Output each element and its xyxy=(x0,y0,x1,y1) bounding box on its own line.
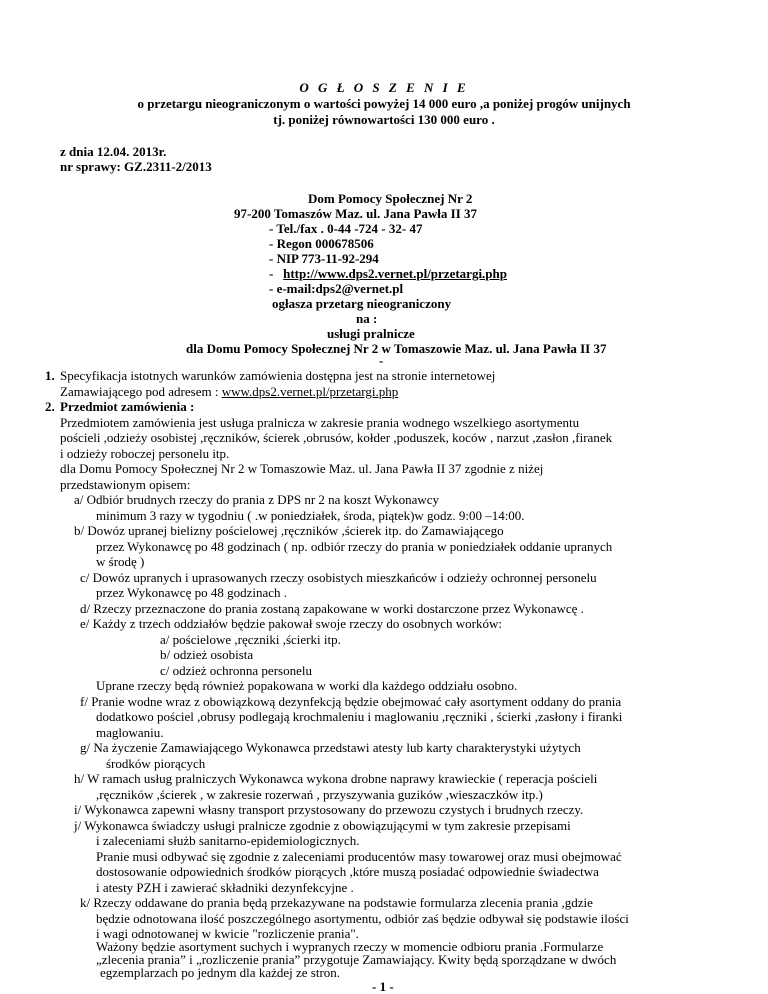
org-phone: - Tel./fax . 0-44 -724 - 32- 47 xyxy=(269,221,423,236)
s2-item-e: e/ Każdy z trzech oddziałów będzie pakował swoje rzeczy do osobnych worków: xyxy=(80,616,502,631)
na-label: na : xyxy=(356,311,378,326)
s2-line: i atesty PZH i zawierać składniki dezynfekcyjne . xyxy=(96,880,354,895)
section-1-line-1: Specyfikacja istotnych warunków zamówienia dostępna jest na stronie internetowej xyxy=(60,368,496,383)
s2-line: Ważony będzie asortyment suchych i wypranych rzeczy w momencie odbioru prania .Formularze xyxy=(96,939,604,954)
s2-line: Pranie musi odbywać się zgodnie z zaleceniami producentów masy towarowej oraz musi obejmować xyxy=(96,849,622,864)
s2-line: Przedmiotem zamówienia jest usługa pralnicza w zakresie prania wodnego wszelkiego asortymentu xyxy=(60,415,580,430)
s2-line: minimum 3 razy w tygodniu ( .w poniedziałek, środa, piątek)w godz. 9:00 –14:00. xyxy=(96,508,525,523)
s2-line: „zlecenia prania” i „rozliczenie prania” przygotuje Zamawiający. Kwity będą sporządzane w dwóch xyxy=(96,952,617,967)
dash-separator: - xyxy=(379,353,384,368)
org-email: - e-mail:dps2@vernet.pl xyxy=(269,281,404,296)
case-number: nr sprawy: GZ.2311-2/2013 xyxy=(60,159,212,174)
s2-line: ,ręczników ,ścierek , w zakresie rozerwań , przyszywania guzików ,wieszaczków itp.) xyxy=(96,787,543,802)
s2-line: przez Wykonawcę po 48 godzinach . xyxy=(96,585,288,600)
s2-line: dla Domu Pomocy Społecznej Nr 2 w Tomaszowie Maz. ul. Jana Pawła II 37 zgodnie z niżej xyxy=(60,461,544,476)
section-2-heading: Przedmiot zamówienia : xyxy=(60,399,195,414)
org-nip: - NIP 773-11-92-294 xyxy=(269,251,379,266)
org-regon: - Regon 000678506 xyxy=(269,236,374,251)
section-1-link[interactable]: www.dps2.vernet.pl/przetargi.php xyxy=(221,384,399,399)
s2-subitem: b/ odzież osobista xyxy=(160,647,254,662)
s2-line: Uprane rzeczy będą również popakowana w worki dla każdego oddziału osobno. xyxy=(96,678,518,693)
notice-subtitle-1: o przetargu nieograniczonym o wartości powyżej 14 000 euro ,a poniżej progów unijnych xyxy=(137,96,631,111)
s2-item-d: d/ Rzeczy przeznaczone do prania zostaną zapakowane w worki dostarczone przez Wykonawcę . xyxy=(80,601,584,616)
service-name: usługi pralnicze xyxy=(327,326,415,341)
announces-tender: ogłasza przetarg nieograniczony xyxy=(272,296,452,311)
s2-line: maglowaniu. xyxy=(96,725,164,740)
s2-line: przedstawionym opisem: xyxy=(60,477,191,492)
s2-line: i wagi odnotowanej w kwicie "rozliczenie prania". xyxy=(96,926,359,941)
s2-item-g: g/ Na życzenie Zamawiającego Wykonawca przedstawi atesty lub karty charakterystyki użytych xyxy=(80,740,581,755)
s2-line: środków piorących xyxy=(106,756,206,771)
section-1-line-2 xyxy=(60,384,398,399)
s2-subitem: c/ odzież ochronna personelu xyxy=(160,663,312,678)
s2-line: będzie odnotowana ilość poszczególnego asortymentu, odbiór zaś będzie odbywał się podstawie ilości xyxy=(96,911,629,926)
s2-line: i zaleceniami służb sanitarno-epidemiologicznych. xyxy=(96,833,360,848)
org-website-row xyxy=(269,266,507,281)
s2-line: egzemplarzach po jednym dla każdej ze stron. xyxy=(100,965,341,980)
notice-subtitle-2: tj. poniżej równowartości 130 000 euro . xyxy=(273,112,495,127)
service-for: dla Domu Pomocy Społecznej Nr 2 w Tomaszowie Maz. ul. Jana Pawła II 37 xyxy=(186,341,607,356)
s2-line: pościeli ,odzieży osobistej ,ręczników, ścierek ,obrusów, kołder ,poduszek, koców , narzut ,zasłon ,firanek xyxy=(60,430,613,445)
s2-subitem: a/ pościelowe ,ręczniki ,ścierki itp. xyxy=(160,632,341,647)
s2-line: dostosowanie odpowiednich środków piorących ,które muszą posiadać odpowiednie świadectwa xyxy=(96,864,599,879)
org-address: 97-200 Tomaszów Maz. ul. Jana Pawła II 37 xyxy=(234,206,478,221)
section-1-address-label: Zamawiającego pod adresem : xyxy=(60,384,222,399)
s2-item-k: k/ Rzeczy oddawane do prania będą przekazywane na podstawie formularza zlecenia prania ,gdzie xyxy=(80,895,593,910)
section-2-number: 2. xyxy=(45,399,55,414)
s2-line: i odzieży roboczej personelu itp. xyxy=(60,446,230,461)
s2-item-h: h/ W ramach usług pralniczych Wykonawca wykona drobne naprawy krawieckie ( reperacja pościeli xyxy=(74,771,598,786)
s2-line: przez Wykonawcę po 48 godzinach ( np. odbiór rzeczy do prania w poniedziałek oddanie upranych xyxy=(96,539,613,554)
notice-date: z dnia 12.04. 2013r. xyxy=(60,144,167,159)
s2-item-i: i/ Wykonawca zapewni własny transport przystosowany do przewozu czystych i brudnych rzeczy. xyxy=(74,802,584,817)
s2-item-j: j/ Wykonawca świadczy usługi pralnicze zgodnie z obowiązującymi w tym zakresie przepisami xyxy=(74,818,571,833)
org-name: Dom Pomocy Społecznej Nr 2 xyxy=(308,191,473,206)
section-1-number: 1. xyxy=(45,368,55,383)
page-number: - 1 - xyxy=(372,979,394,994)
notice-title: O G Ł O S Z E N I E xyxy=(299,80,469,95)
s2-item-b: b/ Dowóz upranej bielizny pościelowej ,ręczników ,ścierek itp. do Zamawiającego xyxy=(74,523,504,538)
org-website-link[interactable]: http://www.dps2.vernet.pl/przetargi.php xyxy=(283,266,507,281)
s2-item-a: a/ Odbiór brudnych rzeczy do prania z DPS nr 2 na koszt Wykonawcy xyxy=(74,492,440,507)
s2-item-f: f/ Pranie wodne wraz z obowiązkową dezynfekcją będzie obejmować cały asortyment oddany do prania xyxy=(80,694,622,709)
s2-line: w środę ) xyxy=(96,554,145,569)
s2-line: dodatkowo pościel ,obrusy podlegają krochmaleniu i maglowaniu ,ręczniki , ścierki ,zasłony i firanki xyxy=(96,709,623,724)
s2-item-c: c/ Dowóz upranych i uprasowanych rzeczy osobistych mieszkańców i odzieży ochronnej personelu xyxy=(80,570,597,585)
org-website-dash: - xyxy=(269,266,274,281)
